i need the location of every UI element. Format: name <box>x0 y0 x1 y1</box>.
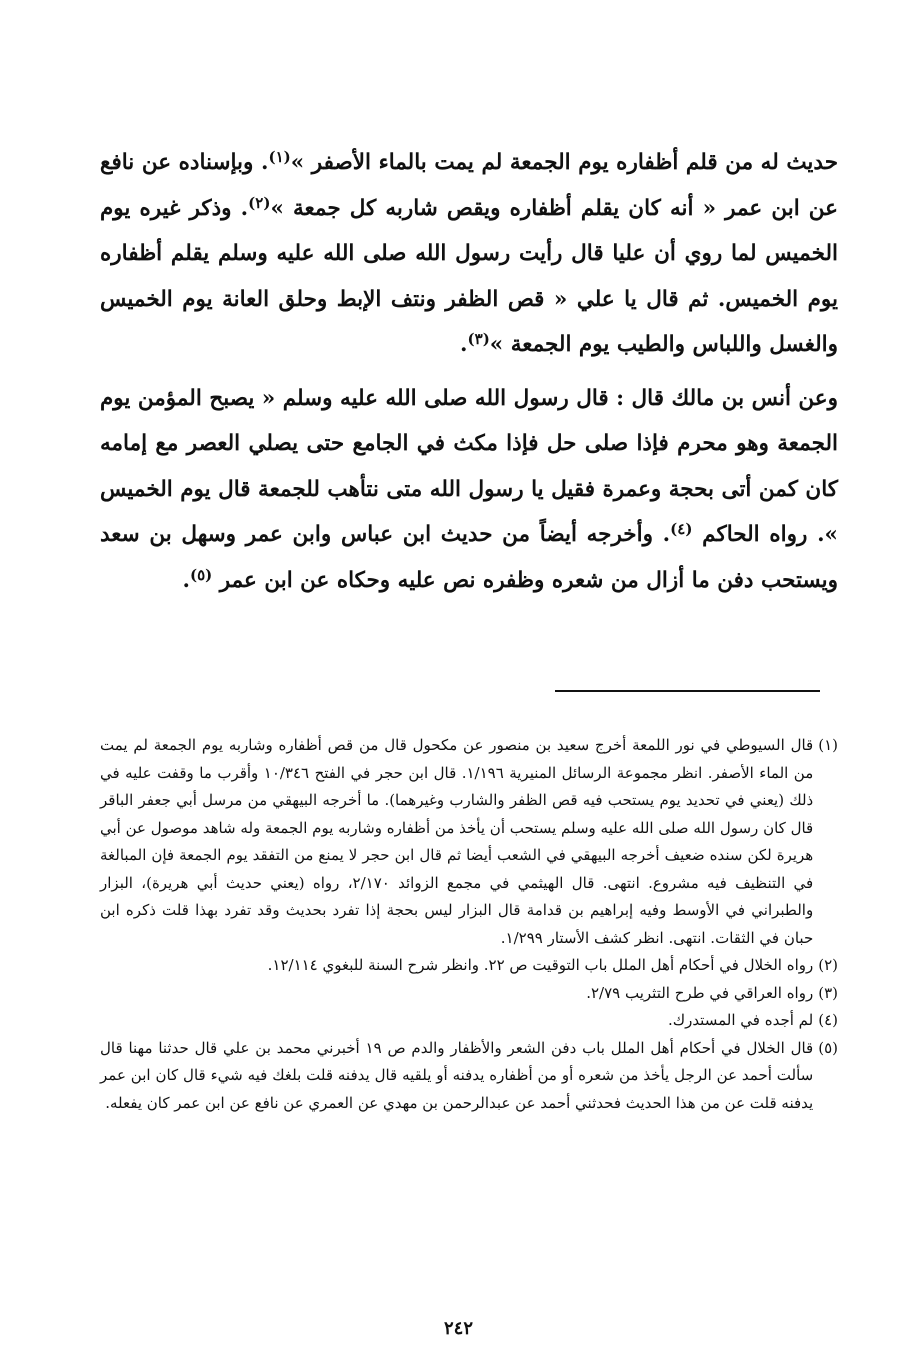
footnote-ref-2: (٢) <box>248 193 271 212</box>
footnotes <box>100 732 838 1117</box>
footnote-2 <box>100 952 838 980</box>
footnote-separator <box>555 690 820 692</box>
footnote-ref-4: (٤) <box>670 520 693 538</box>
footnote-4 <box>100 1007 838 1035</box>
footnote-number: (٤) <box>818 1011 838 1029</box>
text-span: . وبإسناده عن نافع عن ابن عمر « أنه كان يقلم أظفاره ويقص شاربه كل جمعة » <box>100 150 838 221</box>
footnote-number: (٢) <box>818 956 838 974</box>
main-paragraph-1 <box>100 140 838 368</box>
footnote-5 <box>100 1035 838 1118</box>
footnote-text: رواه الخلال في أحكام أهل الملل باب التوقيت ص ٢٢. وانظر شرح السنة للبغوي ١٢/١١٤. <box>267 956 814 974</box>
text-span: . وأخرجه أيضاً من حديث ابن عباس وابن عمر وسهل بن سعد ويستحب دفن ما أزال من شعره وظفره نص عليه وحكاه عن ابن عمر <box>100 522 838 593</box>
footnote-3 <box>100 980 838 1008</box>
text-span: . <box>182 567 190 593</box>
footnote-number: (٥) <box>818 1038 838 1057</box>
footnote-1 <box>100 732 838 952</box>
footnote-ref-1: (١) <box>268 148 291 166</box>
footnote-ref-3: (٣) <box>467 330 490 348</box>
footnote-text: قال السيوطي في نور اللمعة أخرج سعيد بن منصور عن مكحول قال من قص أظفاره وشاربه يوم الجمعة لم يمت من الماء الأصفر. انظر مجموعة الرسائل المنيرية ١/١٩٦. قال ابن حجر في الفتح ١٠/٣٤٦ وأقرب ما وقفت عليه في ذلك (يعني في تحديد يوم يستحب فيه قص الظفر والشارب وغيرهما). ما أخرجه البيهقي من مرسل أبي جعفر الباقر قال كان رسول الله صلى الله عليه وسلم يستحب أن يأخذ من أظفاره وشاربه يوم الجمعة وله شاهد موصول عن أبي هريرة لكن سنده ضعيف أخرجه البيهقي في الشعب أيضا ثم قال ابن حجر لا يمنع من التفقد يوم الجمعة فإن المبالغة في التنظيف فيه مشروع. انتهى. قال الهيثمي في مجمع الزوائد ٢/١٧٠، رواه (يعني حديث أبي هريرة)، البزار والطبراني في الأوسط وفيه إبراهيم بن قدامة قال البزار ليس بحجة إذا تفرد بحديث وقد تفرد بهذا قلت ذكره ابن حبان في الثقات. انتهى. انظر كشف الأستار ١/٢٩٩. <box>100 736 814 947</box>
footnote-text: قال الخلال في أحكام أهل الملل باب دفن الشعر والأظفار والدم ص ١٩ أخبرني محمد بن علي قال حدثنا مهنا قال سألت أحمد عن الرجل يأخذ من شعره أو من أظفاره يدفنه أو يلقيه قال يدفنه قلت بلغك فيه شيء قال كان ابن عمر يدفنه قلت عن من هذا الحديث فحدثني أحمد عن عبدالرحمن بن مهدي عن العمري عن نافع عن ابن عمر كان يفعله. <box>100 1038 814 1112</box>
text-span: . <box>460 332 468 357</box>
footnote-number: (١) <box>818 736 838 754</box>
text-span: وعن أنس بن مالك قال : قال رسول الله صلى الله عليه وسلم « يصبح المؤمن يوم الجمعة وهو محرم فإذا صلى حل فإذا مكث في الجامع حتى يصلي العصر مع إمامه كان كمن أتى بحجة وعمرة فقيل يا رسول الله متى نتأهب للجمعة قال يوم الخميس ». رواه الحاكم <box>100 385 838 547</box>
main-text <box>100 140 838 603</box>
footnote-text: لم أجده في المستدرك. <box>667 1011 814 1029</box>
footnote-ref-5: (٥) <box>189 565 213 584</box>
footnote-number: (٣) <box>818 983 838 1002</box>
text-span: . وذكر غيره يوم الخميس لما روي أن عليا قال رأيت رسول الله صلى الله عليه وسلم يقلم أظفاره يوم الخميس. ثم قال يا علي « قص الظفر ونتف الإبط وحلق العانة يوم الخميس والغسل واللباس والطيب يوم الجمعة » <box>100 195 838 357</box>
main-paragraph-2 <box>100 376 838 604</box>
page-number: ٢٤٢ <box>443 1318 473 1339</box>
text-span: حديث له من قلم أظفاره يوم الجمعة لم يمت بالماء الأصفر » <box>290 150 838 175</box>
footnote-text: رواه العراقي في طرح التثريب ٢/٧٩. <box>586 983 814 1002</box>
